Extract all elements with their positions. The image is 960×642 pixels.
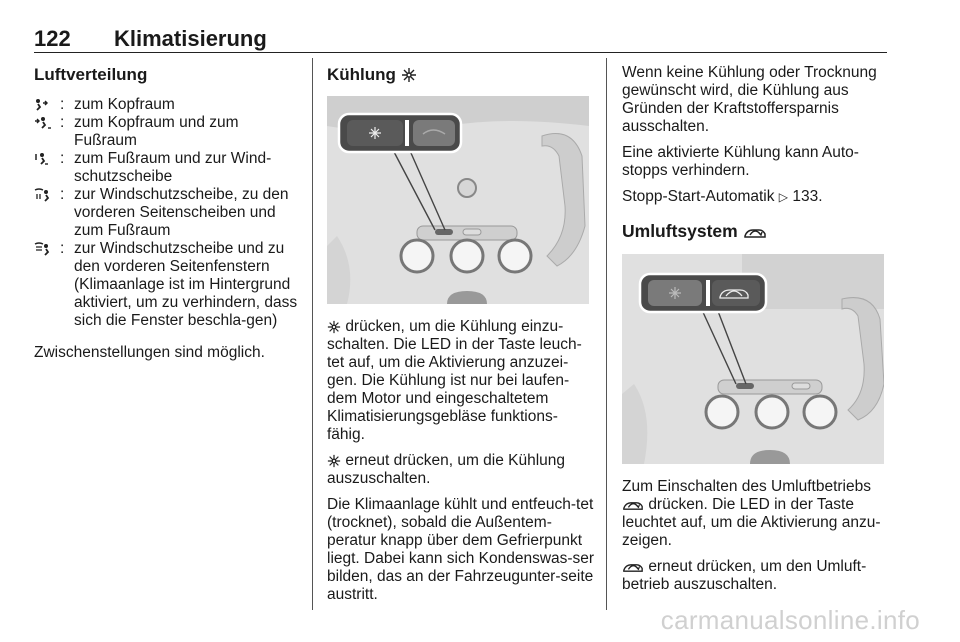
paragraph: drücken, um die Kühlung einzu-schalten. Die LED in der Taste leuch-tet auf, um die Aktivierung anzuzei-gen. Die Kühlung ist nur bei laufen-dem Motor und eingeschaltetem Klimatisierungsgebläse funktions-fähig. — [327, 318, 582, 443]
head-area-icon — [34, 96, 60, 114]
paragraph: Zwischenstellungen sind möglich. — [34, 344, 265, 361]
recirculation-icon — [622, 499, 644, 512]
paragraph: Die Klimaanlage kühlt und entfeuch-tet (trocknet), sobald die Außentem-peratur knapp über dem Gefrierpunkt liegt. Dabei kann sich Kondenswas-ser bilden, das an der Fahrzeugunter-seite austritt. — [327, 496, 595, 603]
windscreen-side-icon — [34, 240, 60, 330]
chapter-title: Klimatisierung — [114, 26, 267, 51]
item-text: zum Fußraum und zur Wind-schutzscheibe — [74, 150, 272, 185]
item-text: zum Kopfraum — [74, 96, 175, 113]
cooling-button-figure — [327, 96, 589, 304]
paragraph: Wenn keine Kühlung oder Trocknung gewünscht wird, die Kühlung aus Gründen der Kraftstoffersparnis ausschalten. — [622, 64, 877, 135]
watermark: carmanualsonline.info — [660, 605, 920, 635]
list-item: : zur Windschutzscheibe, zu den vorderen Seitenscheiben und zum Fußraum — [34, 186, 300, 240]
paragraph: Eine aktivierte Kühlung kann Auto-stopps verhindern. — [622, 144, 859, 179]
item-text: zur Windschutzscheibe, zu den vorderen Seitenscheiben und zum Fußraum — [74, 186, 289, 239]
page-reference-icon: ▷ — [778, 190, 789, 204]
snowflake-icon — [327, 454, 341, 468]
list-item: : zum Fußraum und zur Wind-schutzscheibe — [34, 150, 300, 186]
list-item: : zum Kopfraum — [34, 96, 300, 114]
list-item: : zum Kopfraum und zum Fußraum — [34, 114, 300, 150]
column-2 — [327, 64, 595, 612]
list-item: : zur Windschutzscheibe und zu den vorderen Seitenfenstern (Klimaanlage ist im Hintergrund aktiviert, um zu verhindern, dass sich die Fenster beschla-gen) — [34, 240, 300, 330]
windscreen-side-foot-icon — [34, 186, 60, 240]
column-divider — [312, 58, 313, 610]
head-foot-area-icon — [34, 114, 60, 150]
foot-windscreen-icon — [34, 150, 60, 186]
section-heading-kuehlung: Kühlung — [327, 64, 595, 86]
column-3 — [622, 64, 886, 602]
paragraph: erneut drücken, um die Kühlung auszuschalten. — [327, 452, 566, 487]
paragraph: Zum Einschalten des Umluftbetriebs drücken. Die LED in der Taste leuchtet auf, um die Aktivierung anzu-zeigen. — [622, 478, 881, 549]
section-heading-luftverteilung: Luftverteilung — [34, 65, 148, 84]
recirculation-button-figure — [622, 254, 884, 464]
paragraph: erneut drücken, um den Umluft-betrieb auszuschalten. — [622, 558, 867, 593]
page-number: 122 — [34, 26, 71, 51]
item-text: zum Kopfraum und zum Fußraum — [74, 114, 239, 149]
item-text: zur Windschutzscheibe und zu den vorderen Seitenfenstern (Klimaanlage ist im Hintergrund aktiviert, um zu verhindern, dass sich die Fenster beschla-gen) — [74, 240, 298, 329]
air-distribution-list — [34, 96, 300, 330]
page-reference-link[interactable]: 133. — [792, 188, 823, 205]
snowflake-icon — [401, 67, 417, 83]
recirculation-icon — [622, 561, 644, 574]
column-divider — [606, 58, 607, 610]
recirculation-icon — [743, 226, 767, 240]
section-heading-umluftsystem: Umluftsystem — [622, 220, 886, 242]
snowflake-icon — [327, 320, 341, 334]
column-1 — [34, 64, 300, 370]
paragraph: Stopp-Start-Automatik ▷ 133. — [622, 188, 823, 205]
page-header — [34, 26, 887, 53]
